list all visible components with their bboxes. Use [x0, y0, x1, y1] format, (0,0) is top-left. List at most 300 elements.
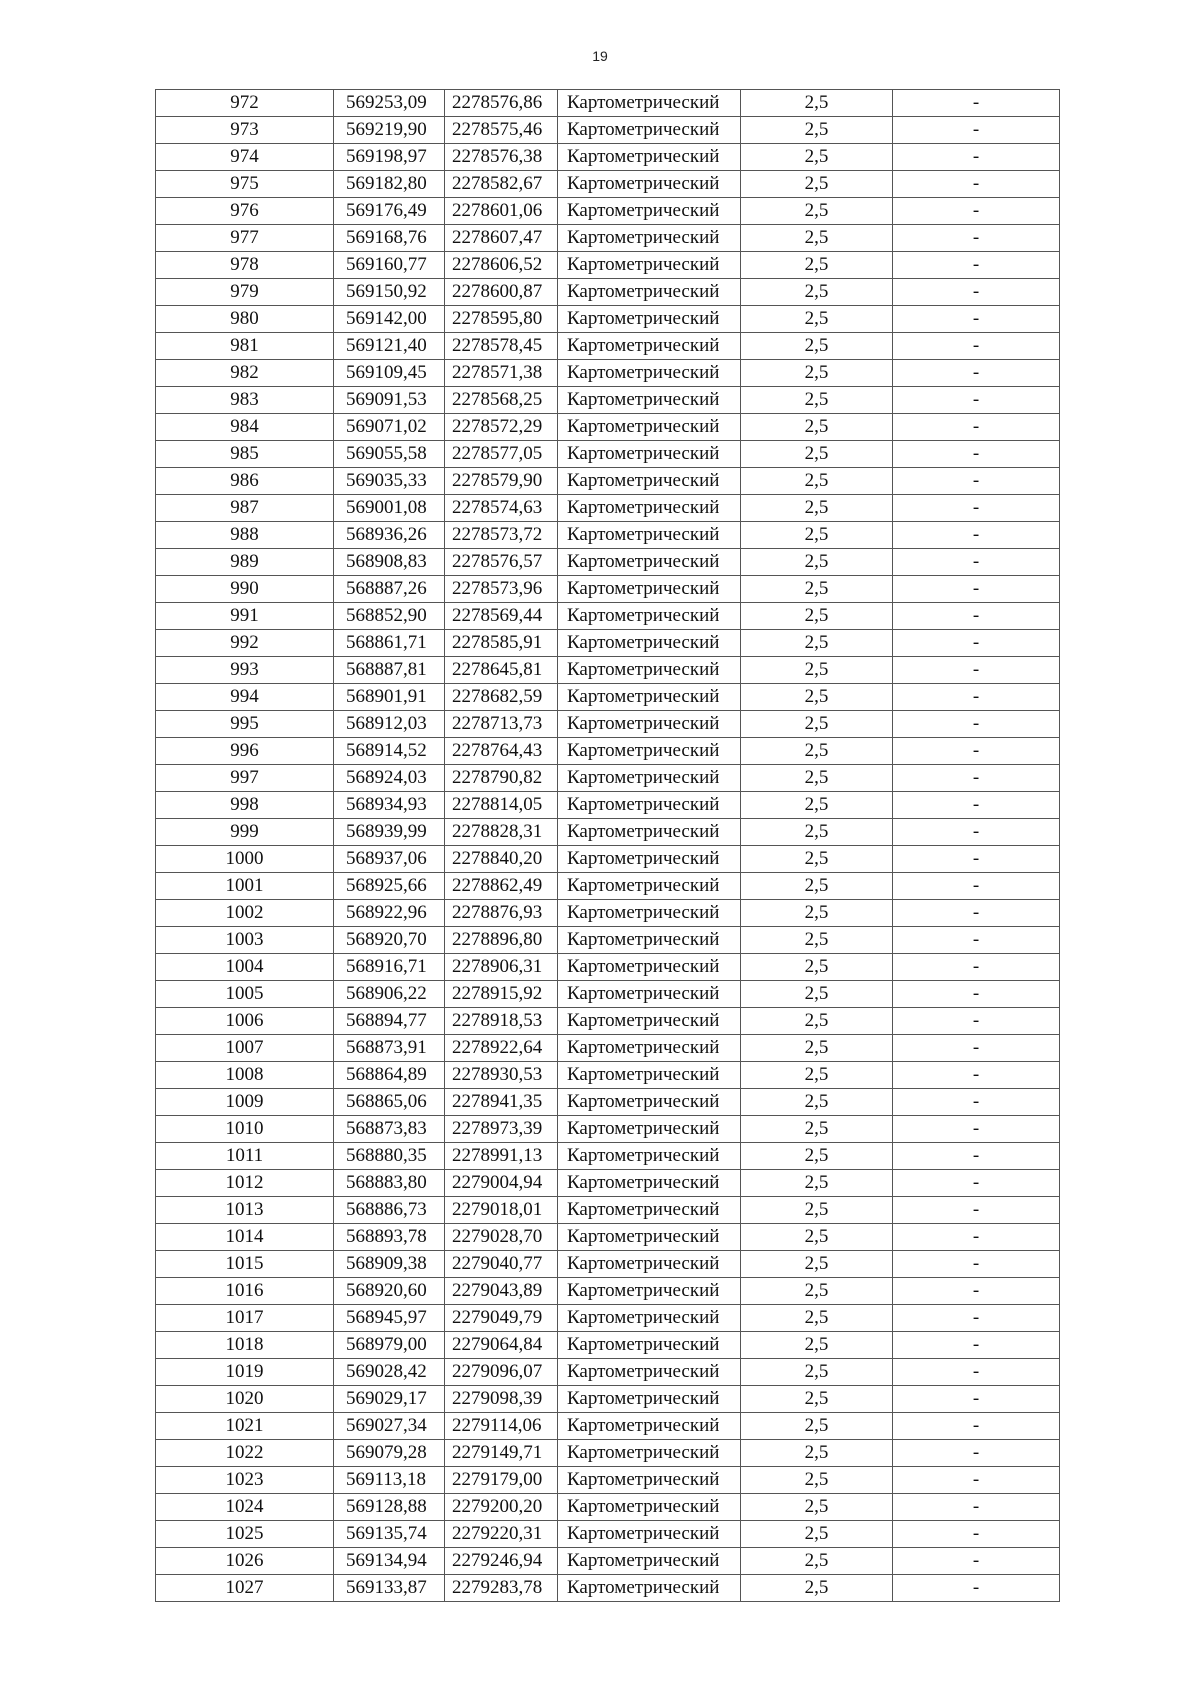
accuracy-cell: 2,5 — [741, 225, 893, 252]
y-coordinate-cell: 2278922,64 — [445, 1035, 558, 1062]
accuracy-cell: 2,5 — [741, 279, 893, 306]
table-row — [156, 333, 1060, 360]
point-number-cell: 1007 — [156, 1035, 334, 1062]
method-cell: Картометрический — [558, 1386, 741, 1413]
table-row — [156, 684, 1060, 711]
x-coordinate-cell: 569219,90 — [334, 117, 445, 144]
accuracy-cell: 2,5 — [741, 1278, 893, 1305]
method-cell: Картометрический — [558, 1170, 741, 1197]
point-number-cell: 990 — [156, 576, 334, 603]
point-number-cell: 1026 — [156, 1548, 334, 1575]
note-cell: - — [893, 90, 1060, 117]
method-cell: Картометрический — [558, 387, 741, 414]
method-cell: Картометрический — [558, 522, 741, 549]
note-cell: - — [893, 765, 1060, 792]
table-row — [156, 441, 1060, 468]
y-coordinate-cell: 2278828,31 — [445, 819, 558, 846]
point-number-cell: 1024 — [156, 1494, 334, 1521]
note-cell: - — [893, 1251, 1060, 1278]
method-cell: Картометрический — [558, 1413, 741, 1440]
table-row — [156, 306, 1060, 333]
note-cell: - — [893, 1575, 1060, 1602]
accuracy-cell: 2,5 — [741, 1116, 893, 1143]
table-row — [156, 252, 1060, 279]
y-coordinate-cell: 2278607,47 — [445, 225, 558, 252]
x-coordinate-cell: 568937,06 — [334, 846, 445, 873]
method-cell: Картометрический — [558, 1359, 741, 1386]
point-number-cell: 1025 — [156, 1521, 334, 1548]
y-coordinate-cell: 2278973,39 — [445, 1116, 558, 1143]
table-row — [156, 819, 1060, 846]
note-cell: - — [893, 414, 1060, 441]
accuracy-cell: 2,5 — [741, 387, 893, 414]
accuracy-cell: 2,5 — [741, 1035, 893, 1062]
x-coordinate-cell: 568922,96 — [334, 900, 445, 927]
accuracy-cell: 2,5 — [741, 819, 893, 846]
method-cell: Картометрический — [558, 1224, 741, 1251]
accuracy-cell: 2,5 — [741, 954, 893, 981]
x-coordinate-cell: 569091,53 — [334, 387, 445, 414]
note-cell: - — [893, 360, 1060, 387]
y-coordinate-cell: 2279149,71 — [445, 1440, 558, 1467]
method-cell: Картометрический — [558, 171, 741, 198]
y-coordinate-cell: 2279179,00 — [445, 1467, 558, 1494]
point-number-cell: 988 — [156, 522, 334, 549]
accuracy-cell: 2,5 — [741, 1305, 893, 1332]
table-row — [156, 360, 1060, 387]
x-coordinate-cell: 569134,94 — [334, 1548, 445, 1575]
point-number-cell: 999 — [156, 819, 334, 846]
table-row — [156, 630, 1060, 657]
y-coordinate-cell: 2278606,52 — [445, 252, 558, 279]
table-row — [156, 900, 1060, 927]
x-coordinate-cell: 568916,71 — [334, 954, 445, 981]
table-row — [156, 927, 1060, 954]
point-number-cell: 979 — [156, 279, 334, 306]
method-cell: Картометрический — [558, 441, 741, 468]
point-number-cell: 1011 — [156, 1143, 334, 1170]
x-coordinate-cell: 568873,83 — [334, 1116, 445, 1143]
x-coordinate-cell: 569079,28 — [334, 1440, 445, 1467]
note-cell: - — [893, 441, 1060, 468]
x-coordinate-cell: 569253,09 — [334, 90, 445, 117]
table-row — [156, 711, 1060, 738]
x-coordinate-cell: 569035,33 — [334, 468, 445, 495]
accuracy-cell: 2,5 — [741, 846, 893, 873]
accuracy-cell: 2,5 — [741, 765, 893, 792]
method-cell: Картометрический — [558, 576, 741, 603]
accuracy-cell: 2,5 — [741, 1197, 893, 1224]
point-number-cell: 1005 — [156, 981, 334, 1008]
y-coordinate-cell: 2278573,72 — [445, 522, 558, 549]
point-number-cell: 1001 — [156, 873, 334, 900]
accuracy-cell: 2,5 — [741, 1521, 893, 1548]
point-number-cell: 1009 — [156, 1089, 334, 1116]
method-cell: Картометрический — [558, 1197, 741, 1224]
method-cell: Картометрический — [558, 1116, 741, 1143]
table-row — [156, 1116, 1060, 1143]
point-number-cell: 983 — [156, 387, 334, 414]
y-coordinate-cell: 2278577,05 — [445, 441, 558, 468]
note-cell: - — [893, 225, 1060, 252]
point-number-cell: 1003 — [156, 927, 334, 954]
y-coordinate-cell: 2278918,53 — [445, 1008, 558, 1035]
x-coordinate-cell: 569176,49 — [334, 198, 445, 225]
y-coordinate-cell: 2279043,89 — [445, 1278, 558, 1305]
table-row — [156, 90, 1060, 117]
accuracy-cell: 2,5 — [741, 1224, 893, 1251]
accuracy-cell: 2,5 — [741, 1143, 893, 1170]
x-coordinate-cell: 568906,22 — [334, 981, 445, 1008]
point-number-cell: 1017 — [156, 1305, 334, 1332]
note-cell: - — [893, 1062, 1060, 1089]
table-row — [156, 1170, 1060, 1197]
method-cell: Картометрический — [558, 1143, 741, 1170]
y-coordinate-cell: 2278840,20 — [445, 846, 558, 873]
x-coordinate-cell: 569027,34 — [334, 1413, 445, 1440]
x-coordinate-cell: 568887,81 — [334, 657, 445, 684]
accuracy-cell: 2,5 — [741, 117, 893, 144]
point-number-cell: 994 — [156, 684, 334, 711]
table-row — [156, 279, 1060, 306]
y-coordinate-cell: 2278571,38 — [445, 360, 558, 387]
y-coordinate-cell: 2278575,46 — [445, 117, 558, 144]
accuracy-cell: 2,5 — [741, 171, 893, 198]
point-number-cell: 998 — [156, 792, 334, 819]
note-cell: - — [893, 144, 1060, 171]
x-coordinate-cell: 569128,88 — [334, 1494, 445, 1521]
note-cell: - — [893, 1548, 1060, 1575]
y-coordinate-cell: 2278764,43 — [445, 738, 558, 765]
table-row — [156, 1224, 1060, 1251]
y-coordinate-cell: 2279049,79 — [445, 1305, 558, 1332]
table-row — [156, 1521, 1060, 1548]
note-cell: - — [893, 1278, 1060, 1305]
accuracy-cell: 2,5 — [741, 1575, 893, 1602]
table-row — [156, 1062, 1060, 1089]
note-cell: - — [893, 495, 1060, 522]
accuracy-cell: 2,5 — [741, 441, 893, 468]
note-cell: - — [893, 576, 1060, 603]
table-row — [156, 171, 1060, 198]
method-cell: Картометрический — [558, 306, 741, 333]
note-cell: - — [893, 1170, 1060, 1197]
point-number-cell: 977 — [156, 225, 334, 252]
x-coordinate-cell: 569028,42 — [334, 1359, 445, 1386]
point-number-cell: 986 — [156, 468, 334, 495]
table-row — [156, 765, 1060, 792]
x-coordinate-cell: 568934,93 — [334, 792, 445, 819]
y-coordinate-cell: 2278915,92 — [445, 981, 558, 1008]
y-coordinate-cell: 2279246,94 — [445, 1548, 558, 1575]
x-coordinate-cell: 569121,40 — [334, 333, 445, 360]
point-number-cell: 1013 — [156, 1197, 334, 1224]
coordinates-table — [155, 89, 1060, 1602]
accuracy-cell: 2,5 — [741, 873, 893, 900]
accuracy-cell: 2,5 — [741, 738, 893, 765]
point-number-cell: 978 — [156, 252, 334, 279]
x-coordinate-cell: 568861,71 — [334, 630, 445, 657]
method-cell: Картометрический — [558, 873, 741, 900]
accuracy-cell: 2,5 — [741, 144, 893, 171]
point-number-cell: 1023 — [156, 1467, 334, 1494]
x-coordinate-cell: 568925,66 — [334, 873, 445, 900]
table-row — [156, 144, 1060, 171]
page-number: 19 — [592, 48, 608, 64]
x-coordinate-cell: 568945,97 — [334, 1305, 445, 1332]
y-coordinate-cell: 2278576,38 — [445, 144, 558, 171]
note-cell: - — [893, 1116, 1060, 1143]
note-cell: - — [893, 873, 1060, 900]
accuracy-cell: 2,5 — [741, 1332, 893, 1359]
note-cell: - — [893, 1305, 1060, 1332]
y-coordinate-cell: 2278576,86 — [445, 90, 558, 117]
point-number-cell: 982 — [156, 360, 334, 387]
x-coordinate-cell: 569001,08 — [334, 495, 445, 522]
point-number-cell: 997 — [156, 765, 334, 792]
accuracy-cell: 2,5 — [741, 1251, 893, 1278]
table-row — [156, 117, 1060, 144]
table-row — [156, 387, 1060, 414]
table-row — [156, 1008, 1060, 1035]
note-cell: - — [893, 792, 1060, 819]
y-coordinate-cell: 2278572,29 — [445, 414, 558, 441]
y-coordinate-cell: 2278568,25 — [445, 387, 558, 414]
accuracy-cell: 2,5 — [741, 657, 893, 684]
point-number-cell: 991 — [156, 603, 334, 630]
x-coordinate-cell: 568939,99 — [334, 819, 445, 846]
method-cell: Картометрический — [558, 684, 741, 711]
accuracy-cell: 2,5 — [741, 603, 893, 630]
point-number-cell: 995 — [156, 711, 334, 738]
note-cell: - — [893, 1089, 1060, 1116]
accuracy-cell: 2,5 — [741, 684, 893, 711]
table-row — [156, 981, 1060, 1008]
y-coordinate-cell: 2278595,80 — [445, 306, 558, 333]
note-cell: - — [893, 657, 1060, 684]
accuracy-cell: 2,5 — [741, 1494, 893, 1521]
x-coordinate-cell: 569029,17 — [334, 1386, 445, 1413]
x-coordinate-cell: 568979,00 — [334, 1332, 445, 1359]
note-cell: - — [893, 819, 1060, 846]
method-cell: Картометрический — [558, 414, 741, 441]
x-coordinate-cell: 568865,06 — [334, 1089, 445, 1116]
note-cell: - — [893, 846, 1060, 873]
method-cell: Картометрический — [558, 927, 741, 954]
note-cell: - — [893, 1008, 1060, 1035]
note-cell: - — [893, 171, 1060, 198]
x-coordinate-cell: 569113,18 — [334, 1467, 445, 1494]
point-number-cell: 1022 — [156, 1440, 334, 1467]
accuracy-cell: 2,5 — [741, 1548, 893, 1575]
accuracy-cell: 2,5 — [741, 927, 893, 954]
y-coordinate-cell: 2278814,05 — [445, 792, 558, 819]
y-coordinate-cell: 2278713,73 — [445, 711, 558, 738]
y-coordinate-cell: 2278906,31 — [445, 954, 558, 981]
method-cell: Картометрический — [558, 846, 741, 873]
point-number-cell: 1008 — [156, 1062, 334, 1089]
table-row — [156, 495, 1060, 522]
method-cell: Картометрический — [558, 225, 741, 252]
x-coordinate-cell: 568873,91 — [334, 1035, 445, 1062]
table-row — [156, 1440, 1060, 1467]
x-coordinate-cell: 569109,45 — [334, 360, 445, 387]
y-coordinate-cell: 2278601,06 — [445, 198, 558, 225]
y-coordinate-cell: 2278600,87 — [445, 279, 558, 306]
point-number-cell: 1014 — [156, 1224, 334, 1251]
y-coordinate-cell: 2279018,01 — [445, 1197, 558, 1224]
method-cell: Картометрический — [558, 819, 741, 846]
point-number-cell: 1021 — [156, 1413, 334, 1440]
note-cell: - — [893, 900, 1060, 927]
point-number-cell: 984 — [156, 414, 334, 441]
note-cell: - — [893, 117, 1060, 144]
note-cell: - — [893, 927, 1060, 954]
method-cell: Картометрический — [558, 900, 741, 927]
y-coordinate-cell: 2278582,67 — [445, 171, 558, 198]
accuracy-cell: 2,5 — [741, 252, 893, 279]
point-number-cell: 975 — [156, 171, 334, 198]
accuracy-cell: 2,5 — [741, 1089, 893, 1116]
y-coordinate-cell: 2278876,93 — [445, 900, 558, 927]
accuracy-cell: 2,5 — [741, 1359, 893, 1386]
method-cell: Картометрический — [558, 1548, 741, 1575]
table-row — [156, 1332, 1060, 1359]
accuracy-cell: 2,5 — [741, 1440, 893, 1467]
point-number-cell: 980 — [156, 306, 334, 333]
table-row — [156, 1035, 1060, 1062]
y-coordinate-cell: 2278930,53 — [445, 1062, 558, 1089]
y-coordinate-cell: 2279004,94 — [445, 1170, 558, 1197]
x-coordinate-cell: 569135,74 — [334, 1521, 445, 1548]
y-coordinate-cell: 2279220,31 — [445, 1521, 558, 1548]
point-number-cell: 1019 — [156, 1359, 334, 1386]
accuracy-cell: 2,5 — [741, 306, 893, 333]
method-cell: Картометрический — [558, 765, 741, 792]
table-row — [156, 1575, 1060, 1602]
note-cell: - — [893, 1386, 1060, 1413]
table-row — [156, 603, 1060, 630]
point-number-cell: 987 — [156, 495, 334, 522]
table-row — [156, 954, 1060, 981]
point-number-cell: 1000 — [156, 846, 334, 873]
y-coordinate-cell: 2278862,49 — [445, 873, 558, 900]
method-cell: Картометрический — [558, 1467, 741, 1494]
y-coordinate-cell: 2279114,06 — [445, 1413, 558, 1440]
note-cell: - — [893, 1521, 1060, 1548]
x-coordinate-cell: 569168,76 — [334, 225, 445, 252]
accuracy-cell: 2,5 — [741, 333, 893, 360]
table-row — [156, 846, 1060, 873]
x-coordinate-cell: 569182,80 — [334, 171, 445, 198]
method-cell: Картометрический — [558, 495, 741, 522]
table-row — [156, 198, 1060, 225]
x-coordinate-cell: 569160,77 — [334, 252, 445, 279]
point-number-cell: 1027 — [156, 1575, 334, 1602]
y-coordinate-cell: 2279064,84 — [445, 1332, 558, 1359]
x-coordinate-cell: 569142,00 — [334, 306, 445, 333]
note-cell: - — [893, 387, 1060, 414]
table-row — [156, 1278, 1060, 1305]
note-cell: - — [893, 1224, 1060, 1251]
y-coordinate-cell: 2278574,63 — [445, 495, 558, 522]
y-coordinate-cell: 2279096,07 — [445, 1359, 558, 1386]
y-coordinate-cell: 2278682,59 — [445, 684, 558, 711]
point-number-cell: 993 — [156, 657, 334, 684]
point-number-cell: 974 — [156, 144, 334, 171]
table-row — [156, 1548, 1060, 1575]
method-cell: Картометрический — [558, 1305, 741, 1332]
table-row — [156, 1089, 1060, 1116]
point-number-cell: 1018 — [156, 1332, 334, 1359]
note-cell: - — [893, 1494, 1060, 1521]
accuracy-cell: 2,5 — [741, 1062, 893, 1089]
note-cell: - — [893, 630, 1060, 657]
x-coordinate-cell: 568908,83 — [334, 549, 445, 576]
point-number-cell: 976 — [156, 198, 334, 225]
table-row — [156, 1467, 1060, 1494]
x-coordinate-cell: 568893,78 — [334, 1224, 445, 1251]
method-cell: Картометрический — [558, 1278, 741, 1305]
note-cell: - — [893, 522, 1060, 549]
accuracy-cell: 2,5 — [741, 900, 893, 927]
point-number-cell: 973 — [156, 117, 334, 144]
point-number-cell: 1010 — [156, 1116, 334, 1143]
method-cell: Картометрический — [558, 954, 741, 981]
x-coordinate-cell: 568914,52 — [334, 738, 445, 765]
point-number-cell: 1004 — [156, 954, 334, 981]
method-cell: Картометрический — [558, 117, 741, 144]
note-cell: - — [893, 306, 1060, 333]
x-coordinate-cell: 569055,58 — [334, 441, 445, 468]
note-cell: - — [893, 1332, 1060, 1359]
table-row — [156, 522, 1060, 549]
y-coordinate-cell: 2278896,80 — [445, 927, 558, 954]
method-cell: Картометрический — [558, 603, 741, 630]
note-cell: - — [893, 1197, 1060, 1224]
note-cell: - — [893, 468, 1060, 495]
y-coordinate-cell: 2279028,70 — [445, 1224, 558, 1251]
y-coordinate-cell: 2278569,44 — [445, 603, 558, 630]
method-cell: Картометрический — [558, 144, 741, 171]
accuracy-cell: 2,5 — [741, 711, 893, 738]
accuracy-cell: 2,5 — [741, 468, 893, 495]
x-coordinate-cell: 568852,90 — [334, 603, 445, 630]
table-row — [156, 1413, 1060, 1440]
x-coordinate-cell: 568901,91 — [334, 684, 445, 711]
table-row — [156, 1386, 1060, 1413]
note-cell: - — [893, 198, 1060, 225]
accuracy-cell: 2,5 — [741, 1386, 893, 1413]
accuracy-cell: 2,5 — [741, 522, 893, 549]
accuracy-cell: 2,5 — [741, 360, 893, 387]
note-cell: - — [893, 981, 1060, 1008]
table-row — [156, 414, 1060, 441]
y-coordinate-cell: 2279200,20 — [445, 1494, 558, 1521]
method-cell: Картометрический — [558, 738, 741, 765]
method-cell: Картометрический — [558, 1494, 741, 1521]
method-cell: Картометрический — [558, 711, 741, 738]
point-number-cell: 985 — [156, 441, 334, 468]
x-coordinate-cell: 569071,02 — [334, 414, 445, 441]
x-coordinate-cell: 568887,26 — [334, 576, 445, 603]
method-cell: Картометрический — [558, 279, 741, 306]
method-cell: Картометрический — [558, 468, 741, 495]
accuracy-cell: 2,5 — [741, 495, 893, 522]
method-cell: Картометрический — [558, 1251, 741, 1278]
accuracy-cell: 2,5 — [741, 792, 893, 819]
y-coordinate-cell: 2278578,45 — [445, 333, 558, 360]
